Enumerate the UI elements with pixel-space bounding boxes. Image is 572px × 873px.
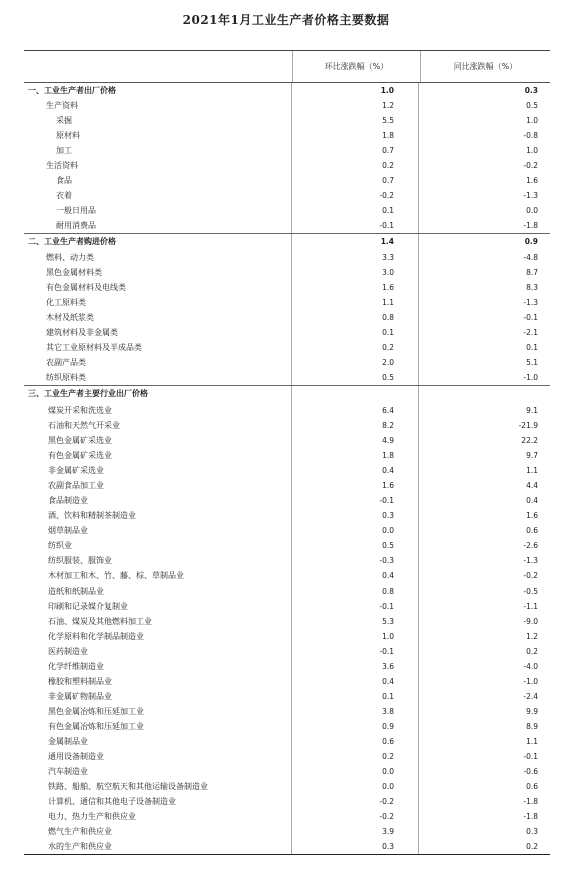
mom-value: 1.8 <box>292 448 419 463</box>
table-row <box>24 779 550 794</box>
yoy-value: -1.0 <box>523 372 538 382</box>
yoy-value: -0.5 <box>523 586 538 596</box>
yoy-value: 0.2 <box>526 842 538 852</box>
mom-value: 3.9 <box>292 824 419 839</box>
table-row <box>24 433 550 448</box>
mom-value: 0.2 <box>292 340 419 355</box>
mom-value: 0.7 <box>292 143 419 158</box>
mom-value: 1.0 <box>292 629 419 644</box>
table-row <box>24 355 550 370</box>
table-row <box>24 385 550 401</box>
table-row <box>24 203 550 218</box>
indicator-name: 煤炭开采和洗选业 <box>24 401 292 418</box>
indicator-name: 通用设备制造业 <box>24 749 292 764</box>
yoy-value: -1.0 <box>523 676 538 686</box>
indicator-name: 酒、饮料和精制茶制造业 <box>24 508 292 523</box>
indicator-name: 有色金属冶炼和压延加工业 <box>24 719 292 734</box>
yoy-value: 1.0 <box>526 116 538 126</box>
yoy-value: -0.2 <box>523 571 538 581</box>
mom-value: 1.8 <box>292 128 419 143</box>
mom-value: 1.6 <box>292 280 419 295</box>
table-row <box>24 584 550 599</box>
table-row <box>24 325 550 340</box>
yoy-value: -1.3 <box>523 556 538 566</box>
indicator-name: 有色金属矿采选业 <box>24 448 292 463</box>
mom-value: 1.1 <box>292 295 419 310</box>
yoy-value: 1.2 <box>526 631 538 641</box>
yoy-value: 9.9 <box>526 706 538 716</box>
table-row <box>24 158 550 173</box>
table-row <box>24 83 550 98</box>
mom-value: 5.3 <box>292 614 419 629</box>
indicator-name: 木材加工和木、竹、藤、棕、草制品业 <box>24 568 292 583</box>
yoy-value: 22.2 <box>521 436 538 446</box>
page-title: 2021年1月工业生产者价格主要数据 <box>182 13 390 27</box>
mom-value: 0.5 <box>292 370 419 385</box>
mom-value <box>292 386 419 401</box>
indicator-name: 建筑材料及非金属类 <box>24 325 292 340</box>
table-row <box>24 839 550 854</box>
mom-value: 8.2 <box>292 418 419 433</box>
indicator-name: 黑色金属矿采选业 <box>24 433 292 448</box>
indicator-name: 耐用消费品 <box>24 218 292 233</box>
table-row <box>24 794 550 809</box>
mom-value: 0.3 <box>292 508 419 523</box>
indicator-name: 生产资料 <box>24 98 292 113</box>
yoy-value: 0.9 <box>524 237 538 247</box>
indicator-name: 食品 <box>24 173 292 188</box>
table-row <box>24 568 550 583</box>
indicator-name: 其它工业原材料及半成品类 <box>24 340 292 355</box>
table-row <box>24 764 550 779</box>
indicator-name: 生活资料 <box>24 158 292 173</box>
mom-value: 1.4 <box>292 234 419 249</box>
mom-value: 6.4 <box>292 401 419 418</box>
table-row <box>24 280 550 295</box>
table-body <box>24 83 550 854</box>
indicator-name: 二、工业生产者购进价格 <box>24 234 292 249</box>
yoy-value: -1.3 <box>523 191 538 201</box>
mom-value: -0.1 <box>292 599 419 614</box>
yoy-value: 8.7 <box>526 267 538 277</box>
mom-value: 2.0 <box>292 355 419 370</box>
mom-value: -0.1 <box>292 644 419 659</box>
mom-value: 0.8 <box>292 584 419 599</box>
table-row <box>24 340 550 355</box>
yoy-value: -0.6 <box>523 767 538 777</box>
table-row <box>24 128 550 143</box>
yoy-value: -21.9 <box>518 420 538 430</box>
mom-value: 0.4 <box>292 674 419 689</box>
yoy-value: -1.8 <box>523 812 538 822</box>
mom-value: 3.0 <box>292 265 419 280</box>
indicator-name: 化工原料类 <box>24 295 292 310</box>
indicator-name: 纺织业 <box>24 538 292 553</box>
yoy-value: -4.8 <box>523 252 538 262</box>
table-row <box>24 538 550 553</box>
indicator-name: 三、工业生产者主要行业出厂价格 <box>24 386 292 401</box>
indicator-name: 橡胶和塑料制品业 <box>24 674 292 689</box>
indicator-name: 铁路、船舶、航空航天和其他运输设备制造业 <box>24 779 292 794</box>
mom-value: 3.3 <box>292 250 419 265</box>
yoy-value: 0.4 <box>526 496 538 506</box>
header-mom: 环比涨跌幅（%） <box>293 51 421 82</box>
indicator-name: 石油和天然气开采业 <box>24 418 292 433</box>
mom-value: 1.0 <box>292 83 419 98</box>
mom-value: 0.9 <box>292 719 419 734</box>
yoy-value: -2.6 <box>523 541 538 551</box>
indicator-name: 采掘 <box>24 113 292 128</box>
indicator-name: 汽车制造业 <box>24 764 292 779</box>
yoy-value: 1.1 <box>526 466 538 476</box>
yoy-value: 0.5 <box>526 101 538 111</box>
table-row <box>24 824 550 839</box>
indicator-name: 非金属矿采选业 <box>24 463 292 478</box>
mom-value: -0.1 <box>292 493 419 508</box>
yoy-value: 1.1 <box>526 736 538 746</box>
yoy-value: 0.1 <box>526 342 538 352</box>
yoy-value: 1.6 <box>526 511 538 521</box>
mom-value: 0.6 <box>292 734 419 749</box>
indicator-name: 非金属矿物制品业 <box>24 689 292 704</box>
mom-value: 4.9 <box>292 433 419 448</box>
mom-value: 3.8 <box>292 704 419 719</box>
table-row <box>24 188 550 203</box>
yoy-value: -1.3 <box>523 297 538 307</box>
mom-value: 0.1 <box>292 203 419 218</box>
indicator-name: 纺织服装、服饰业 <box>24 553 292 568</box>
indicator-name: 电力、热力生产和供应业 <box>24 809 292 824</box>
mom-value: 0.5 <box>292 538 419 553</box>
table-row <box>24 218 550 233</box>
table-row <box>24 629 550 644</box>
yoy-value: 0.2 <box>526 646 538 656</box>
table-row <box>24 233 550 249</box>
indicator-name: 黑色金属材料类 <box>24 265 292 280</box>
table-row <box>24 401 550 418</box>
table-row <box>24 448 550 463</box>
indicator-name: 衣着 <box>24 188 292 203</box>
indicator-name: 金属制品业 <box>24 734 292 749</box>
yoy-value: -1.1 <box>523 601 538 611</box>
table-row <box>24 553 550 568</box>
table-row <box>24 250 550 265</box>
table-row <box>24 734 550 749</box>
indicator-name: 燃气生产和供应业 <box>24 824 292 839</box>
yoy-value: 0.0 <box>526 206 538 216</box>
yoy-value: -2.4 <box>523 691 538 701</box>
mom-value: 3.6 <box>292 659 419 674</box>
indicator-name: 加工 <box>24 143 292 158</box>
table-row <box>24 659 550 674</box>
mom-value: 1.6 <box>292 478 419 493</box>
mom-value: 0.4 <box>292 463 419 478</box>
indicator-name: 化学纤维制造业 <box>24 659 292 674</box>
indicator-name: 一般日用品 <box>24 203 292 218</box>
indicator-name: 石油、煤炭及其他燃料加工业 <box>24 614 292 629</box>
yoy-value: -0.8 <box>523 131 538 141</box>
mom-value: -0.3 <box>292 553 419 568</box>
table-row <box>24 614 550 629</box>
yoy-value: -0.1 <box>523 752 538 762</box>
indicator-name: 印刷和记录媒介复制业 <box>24 599 292 614</box>
table-row <box>24 418 550 433</box>
yoy-value: 0.6 <box>526 782 538 792</box>
yoy-value: -0.1 <box>523 312 538 322</box>
table-row <box>24 644 550 659</box>
yoy-value: 5.1 <box>526 357 538 367</box>
yoy-value: 0.3 <box>524 86 538 95</box>
yoy-value: 8.3 <box>526 282 538 292</box>
table-row <box>24 674 550 689</box>
table-row <box>24 265 550 280</box>
mom-value: -0.2 <box>292 794 419 809</box>
table-row <box>24 749 550 764</box>
table-row <box>24 173 550 188</box>
table-row <box>24 689 550 704</box>
indicator-name: 农副产品类 <box>24 355 292 370</box>
indicator-name: 食品制造业 <box>24 493 292 508</box>
table-row <box>24 463 550 478</box>
mom-value: 0.2 <box>292 749 419 764</box>
mom-value: 5.5 <box>292 113 419 128</box>
table-row <box>24 704 550 719</box>
table-row <box>24 143 550 158</box>
table-row <box>24 508 550 523</box>
yoy-value: 9.7 <box>526 451 538 461</box>
indicator-name: 农副食品加工业 <box>24 478 292 493</box>
mom-value: 0.3 <box>292 839 419 854</box>
table-row <box>24 295 550 310</box>
mom-value: 0.0 <box>292 764 419 779</box>
yoy-value: -1.8 <box>523 221 538 231</box>
yoy-value: 8.9 <box>526 721 538 731</box>
indicator-name: 造纸和纸制品业 <box>24 584 292 599</box>
indicator-name: 水的生产和供应业 <box>24 839 292 854</box>
mom-value: 0.2 <box>292 158 419 173</box>
mom-value: -0.2 <box>292 188 419 203</box>
table-row <box>24 113 550 128</box>
indicator-name: 燃料、动力类 <box>24 250 292 265</box>
yoy-value: 0.3 <box>526 827 538 837</box>
indicator-name: 纺织原料类 <box>24 370 292 385</box>
indicator-name: 一、工业生产者出厂价格 <box>24 83 292 98</box>
yoy-value <box>419 386 550 401</box>
mom-value: 0.0 <box>292 779 419 794</box>
indicator-name: 医药制造业 <box>24 644 292 659</box>
indicator-name: 黑色金属冶炼和压延加工业 <box>24 704 292 719</box>
header-yoy: 同比涨跌幅（%） <box>453 62 518 71</box>
mom-value: 0.7 <box>292 173 419 188</box>
indicator-name: 木材及纸浆类 <box>24 310 292 325</box>
yoy-value: -0.2 <box>523 161 538 171</box>
mom-value: -0.1 <box>292 218 419 233</box>
yoy-value: -9.0 <box>523 616 538 626</box>
mom-value: 0.8 <box>292 310 419 325</box>
table-row <box>24 478 550 493</box>
yoy-value: -4.0 <box>523 661 538 671</box>
yoy-value: 4.4 <box>526 481 538 491</box>
table-row <box>24 809 550 824</box>
yoy-value: 1.6 <box>526 176 538 186</box>
table-row <box>24 370 550 385</box>
price-data-table <box>24 50 550 855</box>
table-row <box>24 98 550 113</box>
table-row <box>24 310 550 325</box>
table-row <box>24 493 550 508</box>
mom-value: 1.2 <box>292 98 419 113</box>
yoy-value: 0.6 <box>526 526 538 536</box>
mom-value: 0.1 <box>292 689 419 704</box>
table-row <box>24 719 550 734</box>
indicator-name: 计算机、通信和其他电子设备制造业 <box>24 794 292 809</box>
indicator-name: 化学原料和化学制品制造业 <box>24 629 292 644</box>
yoy-value: -1.8 <box>523 797 538 807</box>
mom-value: 0.4 <box>292 568 419 583</box>
header-blank-cell <box>24 51 293 82</box>
yoy-value: 9.1 <box>526 405 538 415</box>
mom-value: 0.0 <box>292 523 419 538</box>
table-header <box>24 51 550 83</box>
mom-value: -0.2 <box>292 809 419 824</box>
yoy-value: 1.0 <box>526 146 538 156</box>
indicator-name: 原材料 <box>24 128 292 143</box>
yoy-value: -2.1 <box>523 327 538 337</box>
mom-value: 0.1 <box>292 325 419 340</box>
table-row <box>24 599 550 614</box>
table-row <box>24 523 550 538</box>
indicator-name: 烟草制品业 <box>24 523 292 538</box>
indicator-name: 有色金属材料及电线类 <box>24 280 292 295</box>
